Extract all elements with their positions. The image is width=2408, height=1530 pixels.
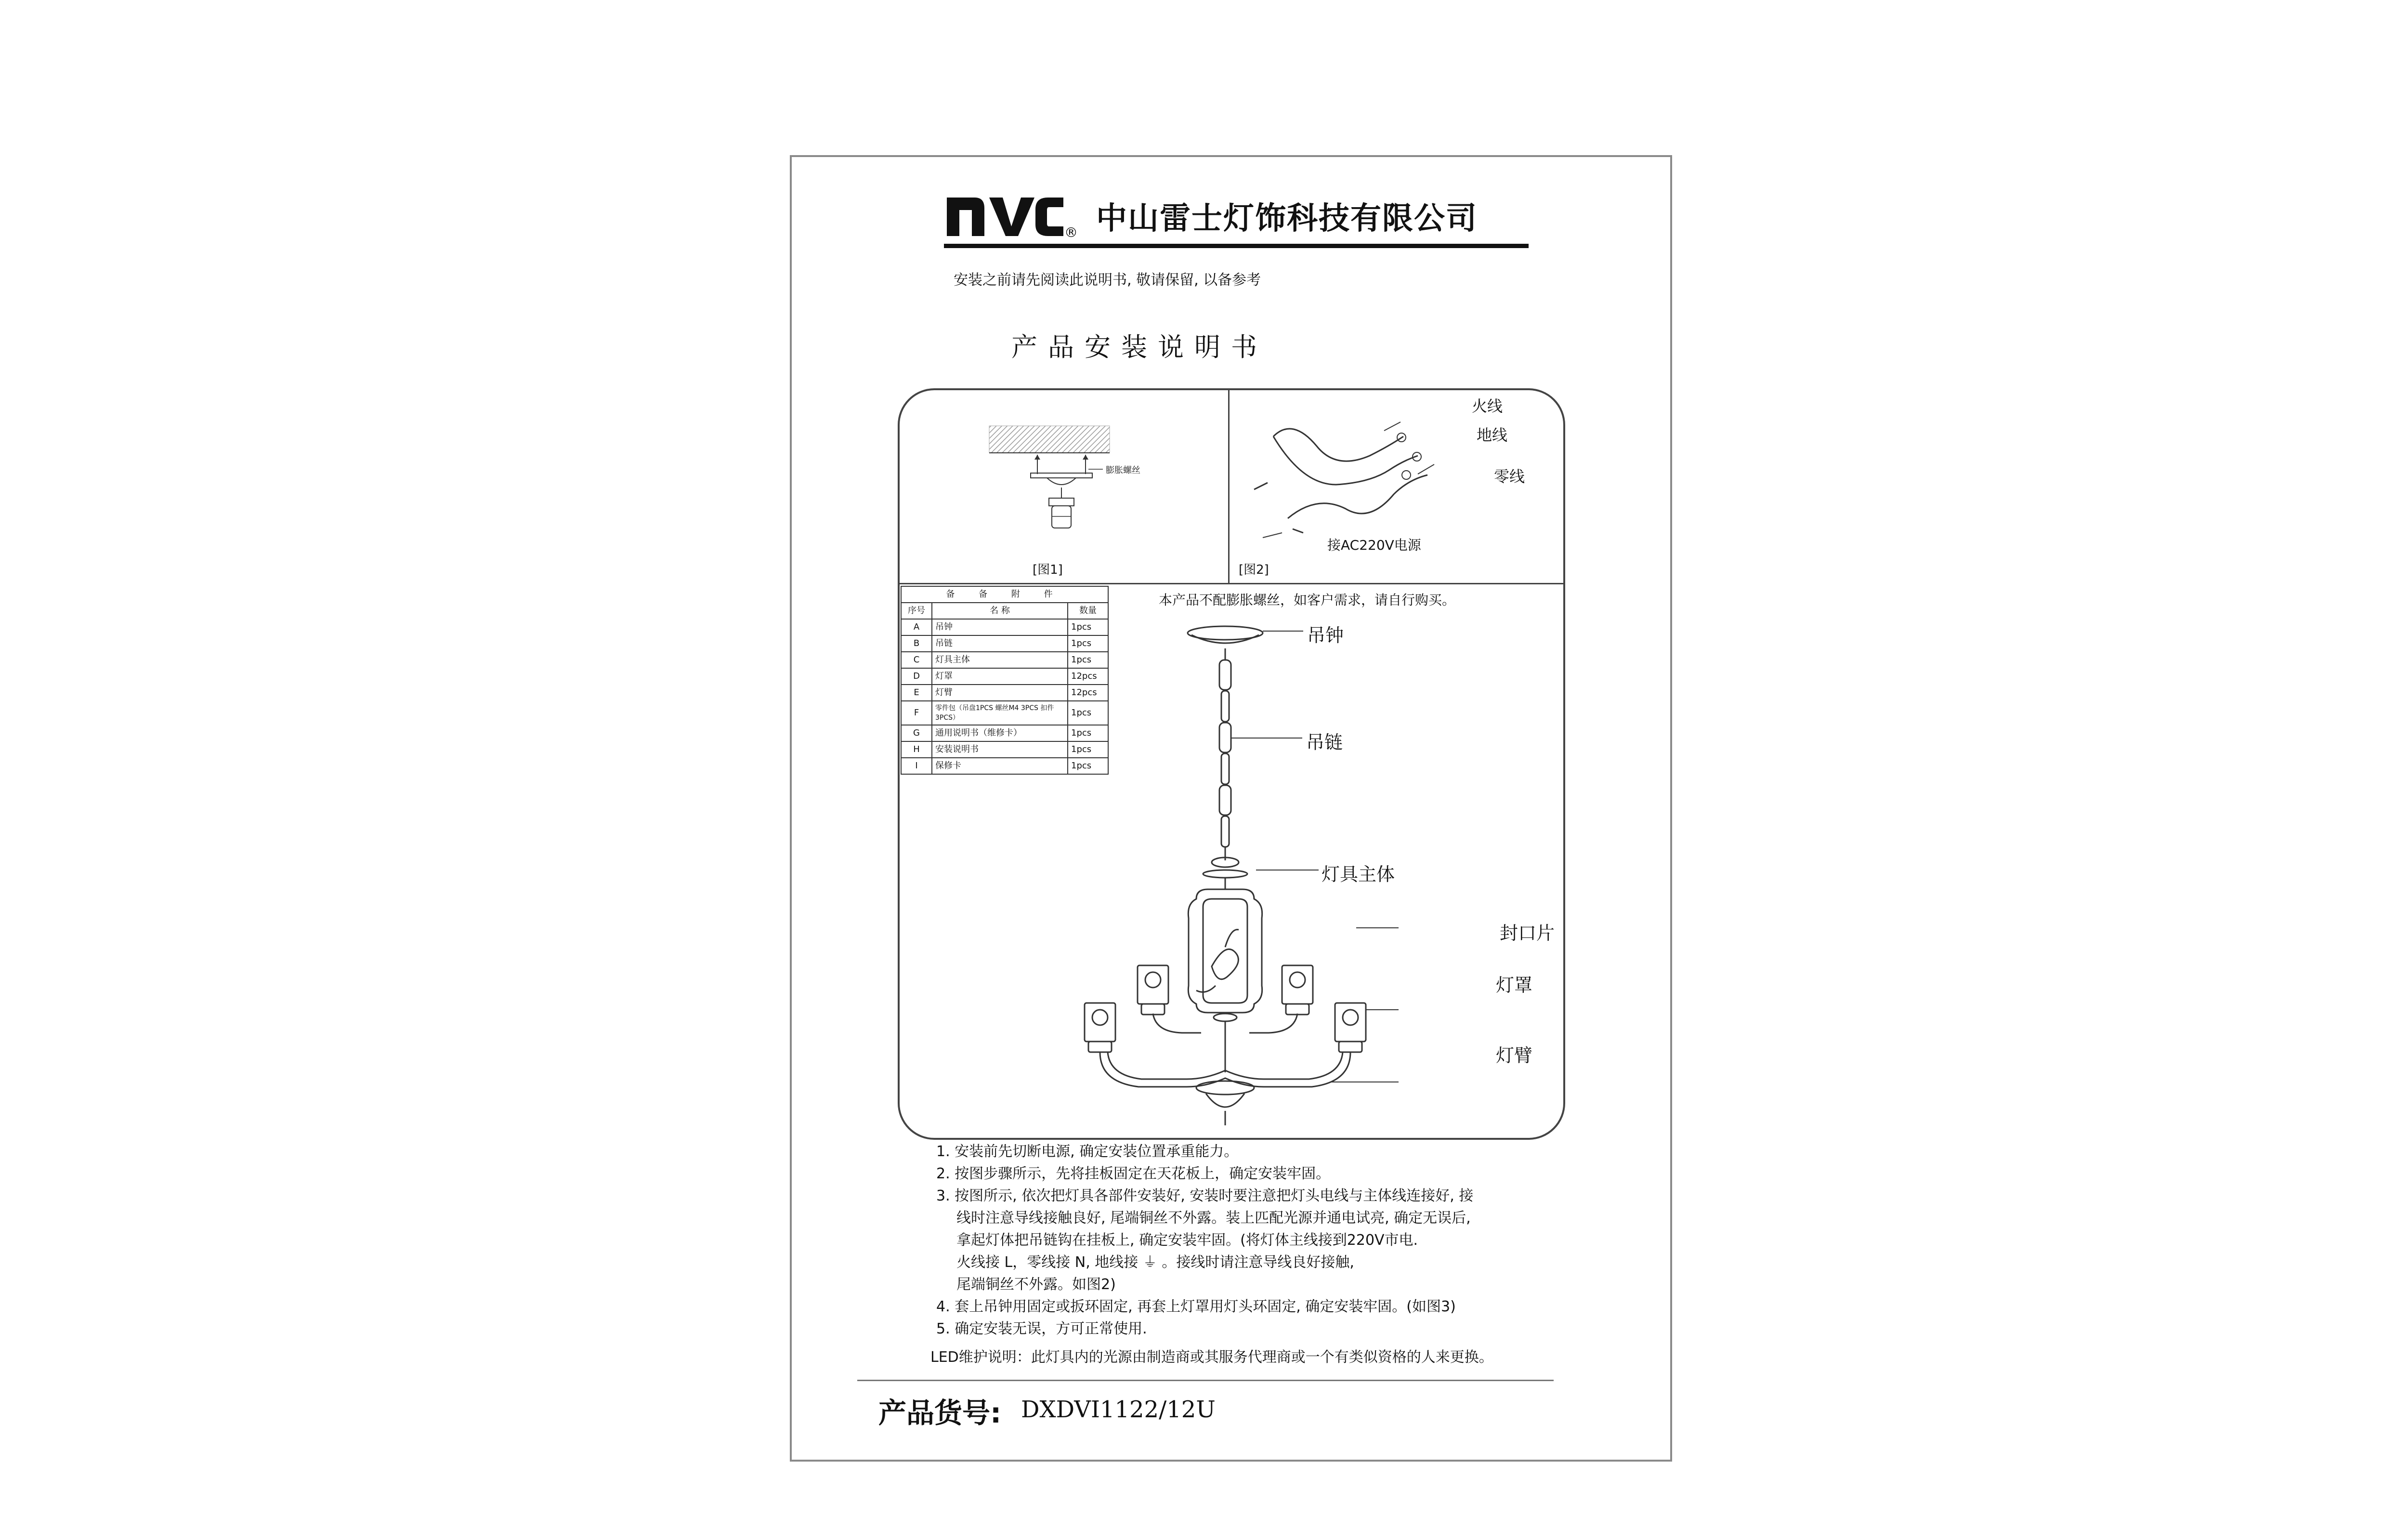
- figure2-live-label: 火线: [1472, 397, 1503, 415]
- cell: 通用说明书（维修卡）: [932, 725, 1068, 741]
- label-canopy: 吊钟: [1307, 625, 1344, 646]
- figure2-source-label: 接AC220V电源: [1327, 537, 1421, 553]
- parts-col-name: 名 称: [932, 603, 1068, 619]
- cell: I: [901, 758, 932, 774]
- cell: 灯罩: [932, 668, 1068, 685]
- cell: D: [901, 668, 932, 685]
- cell: 1pcs: [1068, 652, 1108, 668]
- screw-not-included-note: 本产品不配膨胀螺丝，如客户需求，请自行购买。: [1159, 592, 1456, 608]
- step-line: 3. 按图所示, 依次把灯具各部件安装好, 安装时要注意把灯头电线与主体线连接好, 接: [936, 1187, 1474, 1204]
- cell: G: [901, 725, 932, 741]
- panel-divider-vertical: [1228, 388, 1230, 584]
- cell: 零件包（吊盘1PCS 螺丝M4 3PCS 扣件3PCS）: [932, 701, 1068, 725]
- cell: 安装说明书: [932, 741, 1068, 758]
- cell: A: [901, 619, 932, 635]
- cell: 1pcs: [1068, 758, 1108, 774]
- cell: 1pcs: [1068, 725, 1108, 741]
- figure1-screw-label: 膨胀螺丝: [1106, 465, 1140, 475]
- step-line: 2. 按图步骤所示，先将挂板固定在天花板上，确定安装牢固。: [936, 1165, 1331, 1182]
- company-name: 中山雷士灯饰科技有限公司: [1096, 201, 1478, 237]
- cell: C: [901, 652, 932, 668]
- figure2-neutral-label: 零线: [1494, 467, 1525, 486]
- step-line: 拿起灯体把吊链钩在挂板上, 确定安装牢固。(将灯体主线接到220V市电.: [956, 1232, 1418, 1249]
- instruction-sheet: [790, 155, 1672, 1462]
- installation-steps: [936, 1141, 1473, 1340]
- cell: 1pcs: [1068, 619, 1108, 635]
- footer-rule: [857, 1380, 1554, 1381]
- cell: 1pcs: [1068, 635, 1108, 652]
- document-title: 产品安装说明书: [1011, 332, 1268, 362]
- cell: 1pcs: [1068, 741, 1108, 758]
- cell: E: [901, 685, 932, 701]
- cell: 灯具主体: [932, 652, 1068, 668]
- read-first-note: 安装之前请先阅读此说明书, 敬请保留, 以备参考: [954, 272, 1261, 289]
- cell: 保修卡: [932, 758, 1068, 774]
- cell: 吊钟: [932, 619, 1068, 635]
- cell: 灯臂: [932, 685, 1068, 701]
- cell: B: [901, 635, 932, 652]
- cell: 1pcs: [1068, 701, 1108, 725]
- step-line: 5. 确定安装无误，方可正常使用.: [936, 1320, 1147, 1337]
- cell: 12pcs: [1068, 668, 1108, 685]
- figure2-caption: [图2]: [1239, 563, 1269, 577]
- step-line: 4. 套上吊钟用固定或扳环固定, 再套上灯罩用灯头环固定, 确定安装牢固。(如图3): [936, 1298, 1456, 1315]
- parts-col-index: 序号: [901, 603, 932, 619]
- panel-divider-horizontal: [898, 583, 1565, 584]
- label-body: 灯具主体: [1322, 864, 1395, 885]
- label-seal: 封口片: [1500, 923, 1555, 944]
- label-arm: 灯臂: [1496, 1045, 1533, 1066]
- led-maintenance-note: LED维护说明：此灯具内的光源由制造商或其服务代理商或一个有类似资格的人来更换。: [930, 1349, 1493, 1366]
- figure1-caption: [图1]: [1033, 563, 1063, 577]
- cell: 吊链: [932, 635, 1068, 652]
- product-number-label: 产品货号:: [878, 1397, 1002, 1429]
- registered-mark: ®: [1064, 224, 1078, 240]
- label-chain: 吊链: [1306, 732, 1343, 753]
- parts-table-title: 备 备 附 件: [901, 586, 1108, 603]
- cell: H: [901, 741, 932, 758]
- figure1-mounting-drawing: [984, 421, 1187, 546]
- step-line: 线时注意导线接触良好, 尾端铜丝不外露。装上匹配光源并通电试亮, 确定无误后,: [956, 1210, 1471, 1227]
- header-rule: [944, 244, 1529, 248]
- nvc-logo: [945, 189, 1064, 241]
- label-shade: 灯罩: [1496, 975, 1533, 996]
- step-line: 火线接 L，零线接 N, 地线接 ⏚ 。接线时请注意导线良好接触,: [956, 1254, 1354, 1271]
- product-number-value: DXDVI1122/12U: [1021, 1396, 1216, 1423]
- figure2-ground-label: 地线: [1477, 426, 1508, 444]
- step-line: 尾端铜丝不外露。如图2): [956, 1276, 1116, 1293]
- cell: F: [901, 701, 932, 725]
- parts-col-qty: 数量: [1068, 603, 1108, 619]
- cell: 12pcs: [1068, 685, 1108, 701]
- step-line: 1. 安装前先切断电源, 确定安装位置承重能力。: [936, 1143, 1239, 1160]
